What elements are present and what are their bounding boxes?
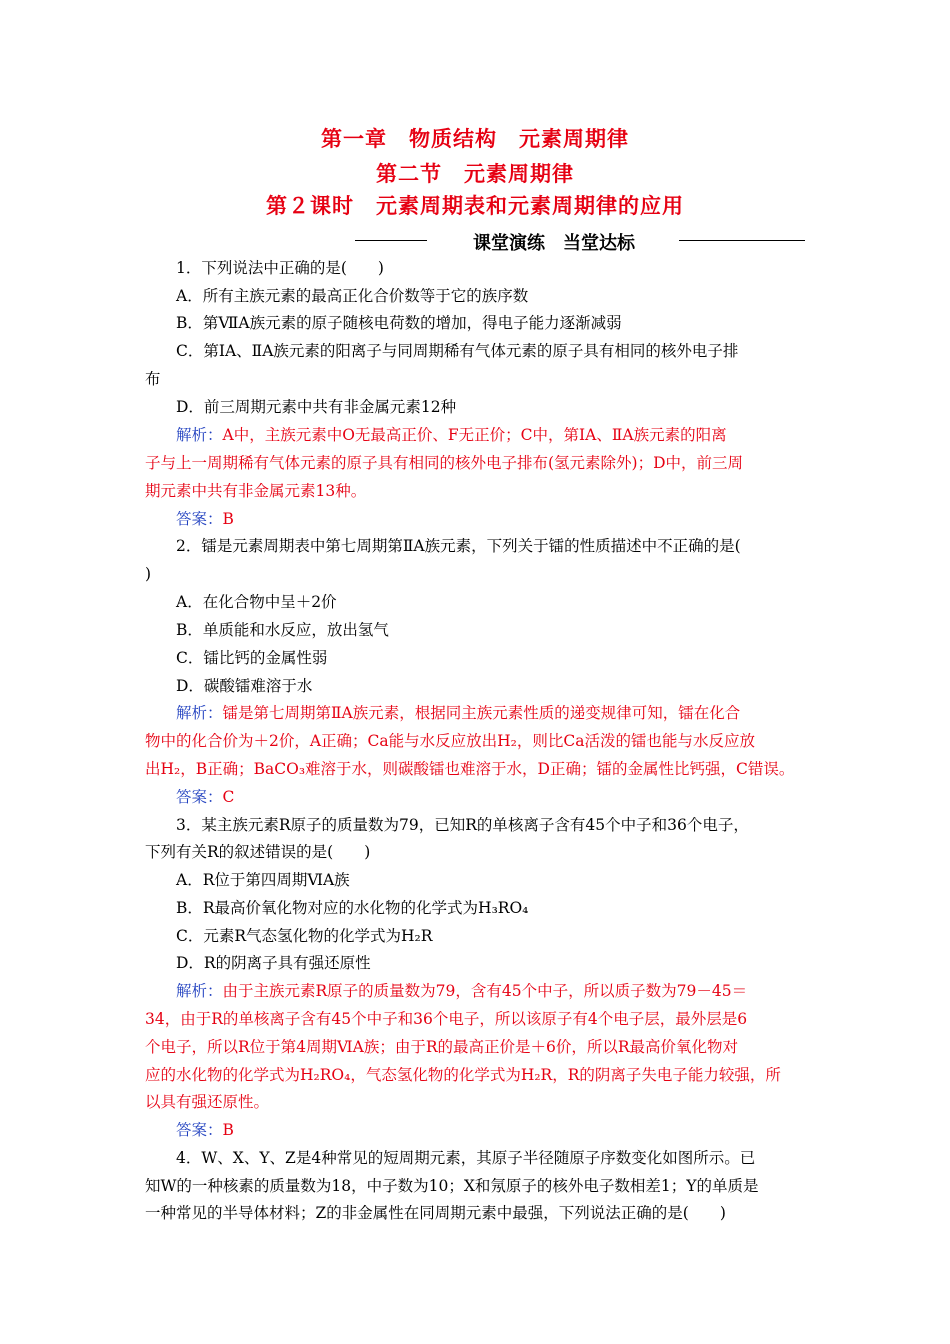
answer-label: 答案： bbox=[176, 1121, 223, 1139]
q3-stem: 3．某主族元素R原子的质量数为79，已知R的单核离子含有45个中子和36个电子， bbox=[176, 816, 749, 834]
q3-explanation-line-3: 个电子，所以R位于第4周期ⅥA族；由于R的最高正价是＋6价，所以R最高价氧化物对 bbox=[145, 1038, 739, 1056]
explanation-text: 由于主族元素R原子的质量数为79，含有45个中子，所以质子数为79－45＝ bbox=[222, 982, 748, 1000]
q4-stem-cont: 知W的一种核素的质量数为18，中子数为10；X和氖原子的核外电子数相差1；Y的单质是 bbox=[145, 1177, 759, 1195]
q1-option-c: C．第ⅠA、ⅡA族元素的阳离子与同周期稀有气体元素的原子具有相同的核外电子排 bbox=[176, 342, 739, 360]
q1-option-a: A．所有主族元素的最高正化合价数等于它的族序数 bbox=[176, 287, 529, 305]
q3-option-c: C．元素R气态氢化物的化学式为H₂R bbox=[176, 927, 433, 945]
q3-explanation-line-4: 应的水化物的化学式为H₂RO₄，气态氢化物的化学式为H₂R，R的阴离子失电子能力较强，所 bbox=[145, 1066, 781, 1084]
answer-label: 答案： bbox=[176, 510, 223, 528]
explanation-label: 解析： bbox=[176, 982, 223, 1000]
chapter-title: 第一章 物质结构 元素周期律 bbox=[321, 127, 629, 151]
q1-stem: 1．下列说法中正确的是( ) bbox=[176, 259, 384, 277]
q1-option-c-cont: 布 bbox=[145, 370, 161, 388]
explanation-label: 解析： bbox=[176, 704, 223, 722]
q3-option-a: A．R位于第四周期ⅥA族 bbox=[176, 871, 350, 889]
explanation-label: 解析： bbox=[176, 426, 223, 444]
explanation-text: 镭是第七周期第ⅡA族元素，根据同主族元素性质的递变规律可知，镭在化合 bbox=[222, 704, 741, 722]
q3-stem-cont: 下列有关R的叙述错误的是( ) bbox=[145, 843, 371, 861]
q3-option-b: B．R最高价氧化物对应的水化物的化学式为H₃RO₄ bbox=[176, 899, 529, 917]
q2-stem: 2．镭是元素周期表中第七周期第ⅡA族元素，下列关于镭的性质描述中不正确的是( bbox=[176, 537, 741, 555]
section-banner bbox=[355, 229, 805, 253]
q2-option-c: C．镭比钙的金属性弱 bbox=[176, 649, 328, 667]
explanation-text: A中，主族元素中O无最高正价、F无正价；C中，第ⅠA、ⅡA族元素的阳离 bbox=[222, 426, 727, 444]
q2-explanation bbox=[176, 703, 740, 723]
q2-explanation-line-3: 出H₂，B正确；BaCO₃难溶于水，则碳酸镭也难溶于水，D正确；镭的金属性比钙强，C错误。 bbox=[145, 760, 795, 778]
q3-explanation-line-2: 34，由于R的单核离子含有45个中子和36个电子，所以该原子有4个电子层，最外层是6 bbox=[145, 1010, 748, 1028]
q2-answer bbox=[176, 787, 234, 807]
q4-stem: 4．W、X、Y、Z是4种常见的短周期元素，其原子半径随原子序数变化如图所示。已 bbox=[176, 1149, 756, 1167]
q2-option-a: A．在化合物中呈＋2价 bbox=[176, 593, 337, 611]
q3-explanation bbox=[176, 981, 747, 1001]
q3-explanation-line-5: 以具有强还原性。 bbox=[145, 1093, 270, 1111]
answer-value: B bbox=[222, 510, 234, 528]
q1-option-d: D．前三周期元素中共有非金属元素12种 bbox=[176, 398, 457, 416]
banner-rule-left bbox=[355, 240, 427, 241]
q2-explanation-line-2: 物中的化合价为＋2价，A正确；Ca能与水反应放出H₂，则比Ca活泼的镭也能与水反应放 bbox=[145, 732, 755, 750]
q3-option-d: D．R的阴离子具有强还原性 bbox=[176, 954, 371, 972]
answer-label: 答案： bbox=[176, 788, 223, 806]
q1-explanation-line-2: 子与上一周期稀有气体元素的原子具有相同的核外电子排布(氢元素除外)；D中，前三周 bbox=[145, 454, 744, 472]
q4-stem-cont-2: 一种常见的半导体材料；Z的非金属性在同周期元素中最强，下列说法正确的是( ) bbox=[145, 1204, 726, 1222]
answer-value: B bbox=[222, 1121, 234, 1139]
q1-explanation-line-3: 期元素中共有非金属元素13种。 bbox=[145, 482, 367, 500]
banner-rule-right bbox=[679, 240, 805, 241]
q1-answer bbox=[176, 509, 234, 529]
answer-value: C bbox=[222, 788, 235, 806]
q2-stem-cont: ) bbox=[145, 565, 152, 583]
q1-explanation bbox=[176, 425, 727, 445]
banner-heading: 课堂演练 当堂达标 bbox=[473, 233, 635, 254]
q3-answer bbox=[176, 1120, 234, 1140]
lesson-title: 第２课时 元素周期表和元素周期律的应用 bbox=[266, 194, 684, 218]
q2-option-b: B．单质能和水反应，放出氢气 bbox=[176, 621, 389, 639]
q2-option-d: D．碳酸镭难溶于水 bbox=[176, 677, 313, 695]
q1-option-b: B．第ⅦA族元素的原子随核电荷数的增加，得电子能力逐渐减弱 bbox=[176, 314, 622, 332]
section-title: 第二节 元素周期律 bbox=[376, 162, 574, 186]
